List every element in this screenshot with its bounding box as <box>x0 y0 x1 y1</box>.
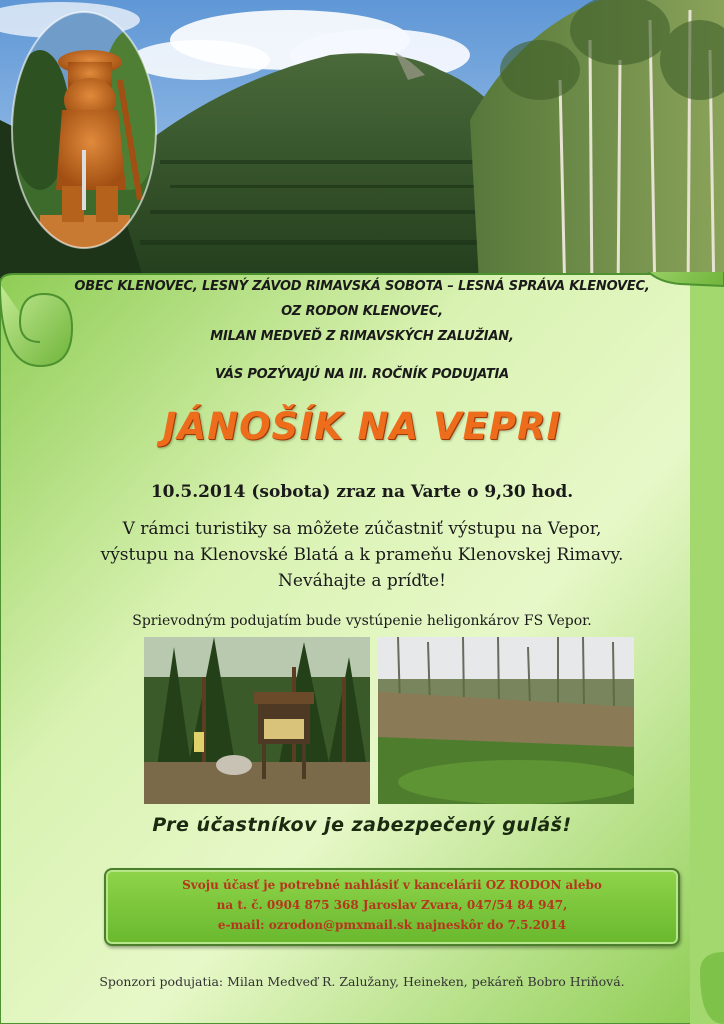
contact-line-1: Svoju účasť je potrebné nahlásiť v kancelárii OZ RODON alebo <box>182 878 602 892</box>
organizers-line-2: OZ RODON KLENOVEC, <box>281 304 443 319</box>
sponsors-line: Sponzori podujatia: Milan Medveď R. Zalužany, Heineken, pekáreň Bobro Hriňová. <box>99 974 625 989</box>
description-line-2: výstupu na Klenovské Blatá a k prameňu Klenovskej Rimavy. <box>100 545 624 565</box>
contact-line-2: na t. č. 0904 875 368 Jaroslav Zvara, 047/54 84 947, <box>216 898 568 912</box>
goulash-notice: Pre účastníkov je zabezpečený guláš! <box>152 814 572 836</box>
event-title: JÁNOŠÍK NA VEPRI <box>162 405 562 448</box>
contact-line-3: e-mail: ozrodon@pmxmail.sk najneskôr do 7.5.2014 <box>217 918 567 932</box>
description-line-3: Neváhajte a príďte! <box>278 571 446 591</box>
organizers-line-3: MILAN MEDVEĎ Z RIMAVSKÝCH ZALUŽIAN, <box>210 329 514 344</box>
organizers-line-1: OBEC KLENOVEC, LESNÝ ZÁVOD RIMAVSKÁ SOBOTA – LESNÁ SPRÁVA KLENOVEC, <box>74 279 650 294</box>
hero-landscape-photo <box>0 0 724 300</box>
event-date-line: 10.5.2014 (sobota) zraz na Varte o 9,30 hod. <box>150 482 574 502</box>
accompanying-event: Sprievodným podujatím bude vystúpenie heligonkárov FS Vepor. <box>132 613 592 629</box>
contact-box <box>104 868 680 946</box>
description-line-1: V rámci turistiky sa môžete zúčastniť výstupu na Vepor, <box>122 519 602 539</box>
forest-info-board-photo <box>144 637 370 804</box>
forest-meadow-photo <box>378 637 634 804</box>
invitation-line: VÁS POZÝVAJÚ NA III. ROČNÍK PODUJATIA <box>214 367 509 382</box>
